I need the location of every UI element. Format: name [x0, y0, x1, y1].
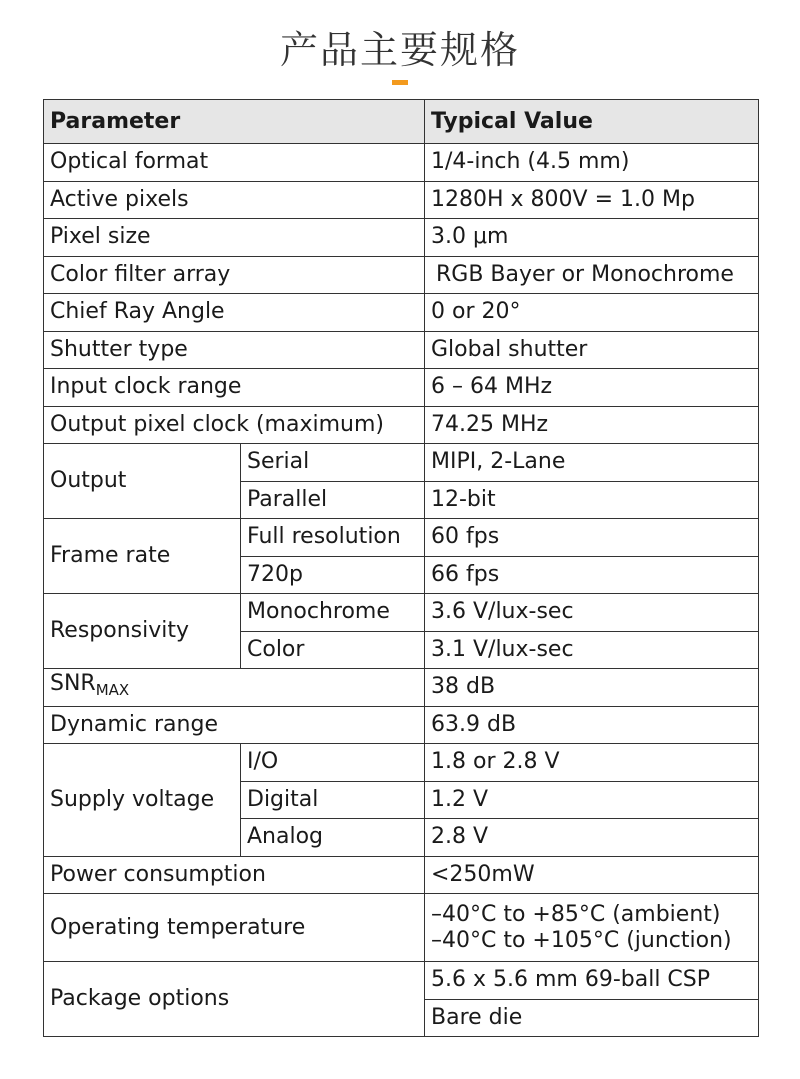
table-row [44, 256, 759, 294]
table-row [44, 894, 759, 962]
row-value: 63.9 dB [425, 706, 759, 744]
row-label-snr [44, 669, 425, 707]
row-value: 6 – 64 MHz [425, 369, 759, 407]
row-value: 12-bit [425, 481, 759, 519]
group-label-output: Output [44, 444, 241, 519]
row-value: 3.1 V/lux-sec [425, 631, 759, 669]
row-label: Color filter array [44, 256, 425, 294]
row-value: 2.8 V [425, 819, 759, 857]
sub-label: Full resolution [241, 519, 425, 557]
table-row [44, 519, 759, 557]
row-value: RGB Bayer or Monochrome [425, 256, 759, 294]
table-row [44, 406, 759, 444]
sub-label: Serial [241, 444, 425, 482]
row-value: 5.6 x 5.6 mm 69-ball CSP [425, 962, 759, 1000]
row-label: Pixel size [44, 219, 425, 257]
row-label: Optical format [44, 144, 425, 182]
row-label: Dynamic range [44, 706, 425, 744]
row-value: Bare die [425, 999, 759, 1037]
temp-ambient: –40°C to +85°C (ambient) [431, 901, 721, 927]
sub-label: Digital [241, 781, 425, 819]
sub-label: 720p [241, 556, 425, 594]
group-label-responsivity: Responsivity [44, 594, 241, 669]
row-label: Shutter type [44, 331, 425, 369]
row-value: 38 dB [425, 669, 759, 707]
row-value: 1.8 or 2.8 V [425, 744, 759, 782]
table-row [44, 294, 759, 332]
row-label: Active pixels [44, 181, 425, 219]
row-label: Power consumption [44, 856, 425, 894]
table-row [44, 856, 759, 894]
row-value: 3.0 μm [425, 219, 759, 257]
row-value: 60 fps [425, 519, 759, 557]
snr-subscript: MAX [95, 681, 130, 700]
temp-junction: –40°C to +105°C (junction) [431, 927, 732, 953]
table-row [44, 331, 759, 369]
table-row [44, 594, 759, 632]
group-label-supply-voltage: Supply voltage [44, 744, 241, 857]
sub-label: Color [241, 631, 425, 669]
title-accent-bar [392, 80, 408, 85]
table-row [44, 444, 759, 482]
row-value: Global shutter [425, 331, 759, 369]
table-row [44, 219, 759, 257]
sub-label: I/O [241, 744, 425, 782]
table-row [44, 706, 759, 744]
row-label: Input clock range [44, 369, 425, 407]
header-parameter: Parameter [44, 100, 425, 144]
table-row [44, 962, 759, 1000]
table-row [44, 744, 759, 782]
snr-label: SNR [50, 671, 96, 697]
table-row [44, 144, 759, 182]
row-value-multiline [425, 894, 759, 962]
sub-label: Parallel [241, 481, 425, 519]
row-value: 1/4-inch (4.5 mm) [425, 144, 759, 182]
row-label: Chief Ray Angle [44, 294, 425, 332]
table-row [44, 181, 759, 219]
row-value: 3.6 V/lux-sec [425, 594, 759, 632]
row-value: 1280H x 800V = 1.0 Mp [425, 181, 759, 219]
row-value: 66 fps [425, 556, 759, 594]
row-label: Operating temperature [44, 894, 425, 962]
row-value: <250mW [425, 856, 759, 894]
row-label: Output pixel clock (maximum) [44, 406, 425, 444]
group-label-frame-rate: Frame rate [44, 519, 241, 594]
table-row [44, 369, 759, 407]
spec-table [43, 99, 759, 1037]
row-value: 1.2 V [425, 781, 759, 819]
row-label: Package options [44, 962, 425, 1037]
row-value: MIPI, 2-Lane [425, 444, 759, 482]
sub-label: Analog [241, 819, 425, 857]
row-value: 74.25 MHz [425, 406, 759, 444]
page-title: 产品主要规格 [279, 28, 520, 72]
sub-label: Monochrome [241, 594, 425, 632]
table-header-row [44, 100, 759, 144]
header-typical-value: Typical Value [425, 100, 759, 144]
table-row [44, 669, 759, 707]
row-value: 0 or 20° [425, 294, 759, 332]
